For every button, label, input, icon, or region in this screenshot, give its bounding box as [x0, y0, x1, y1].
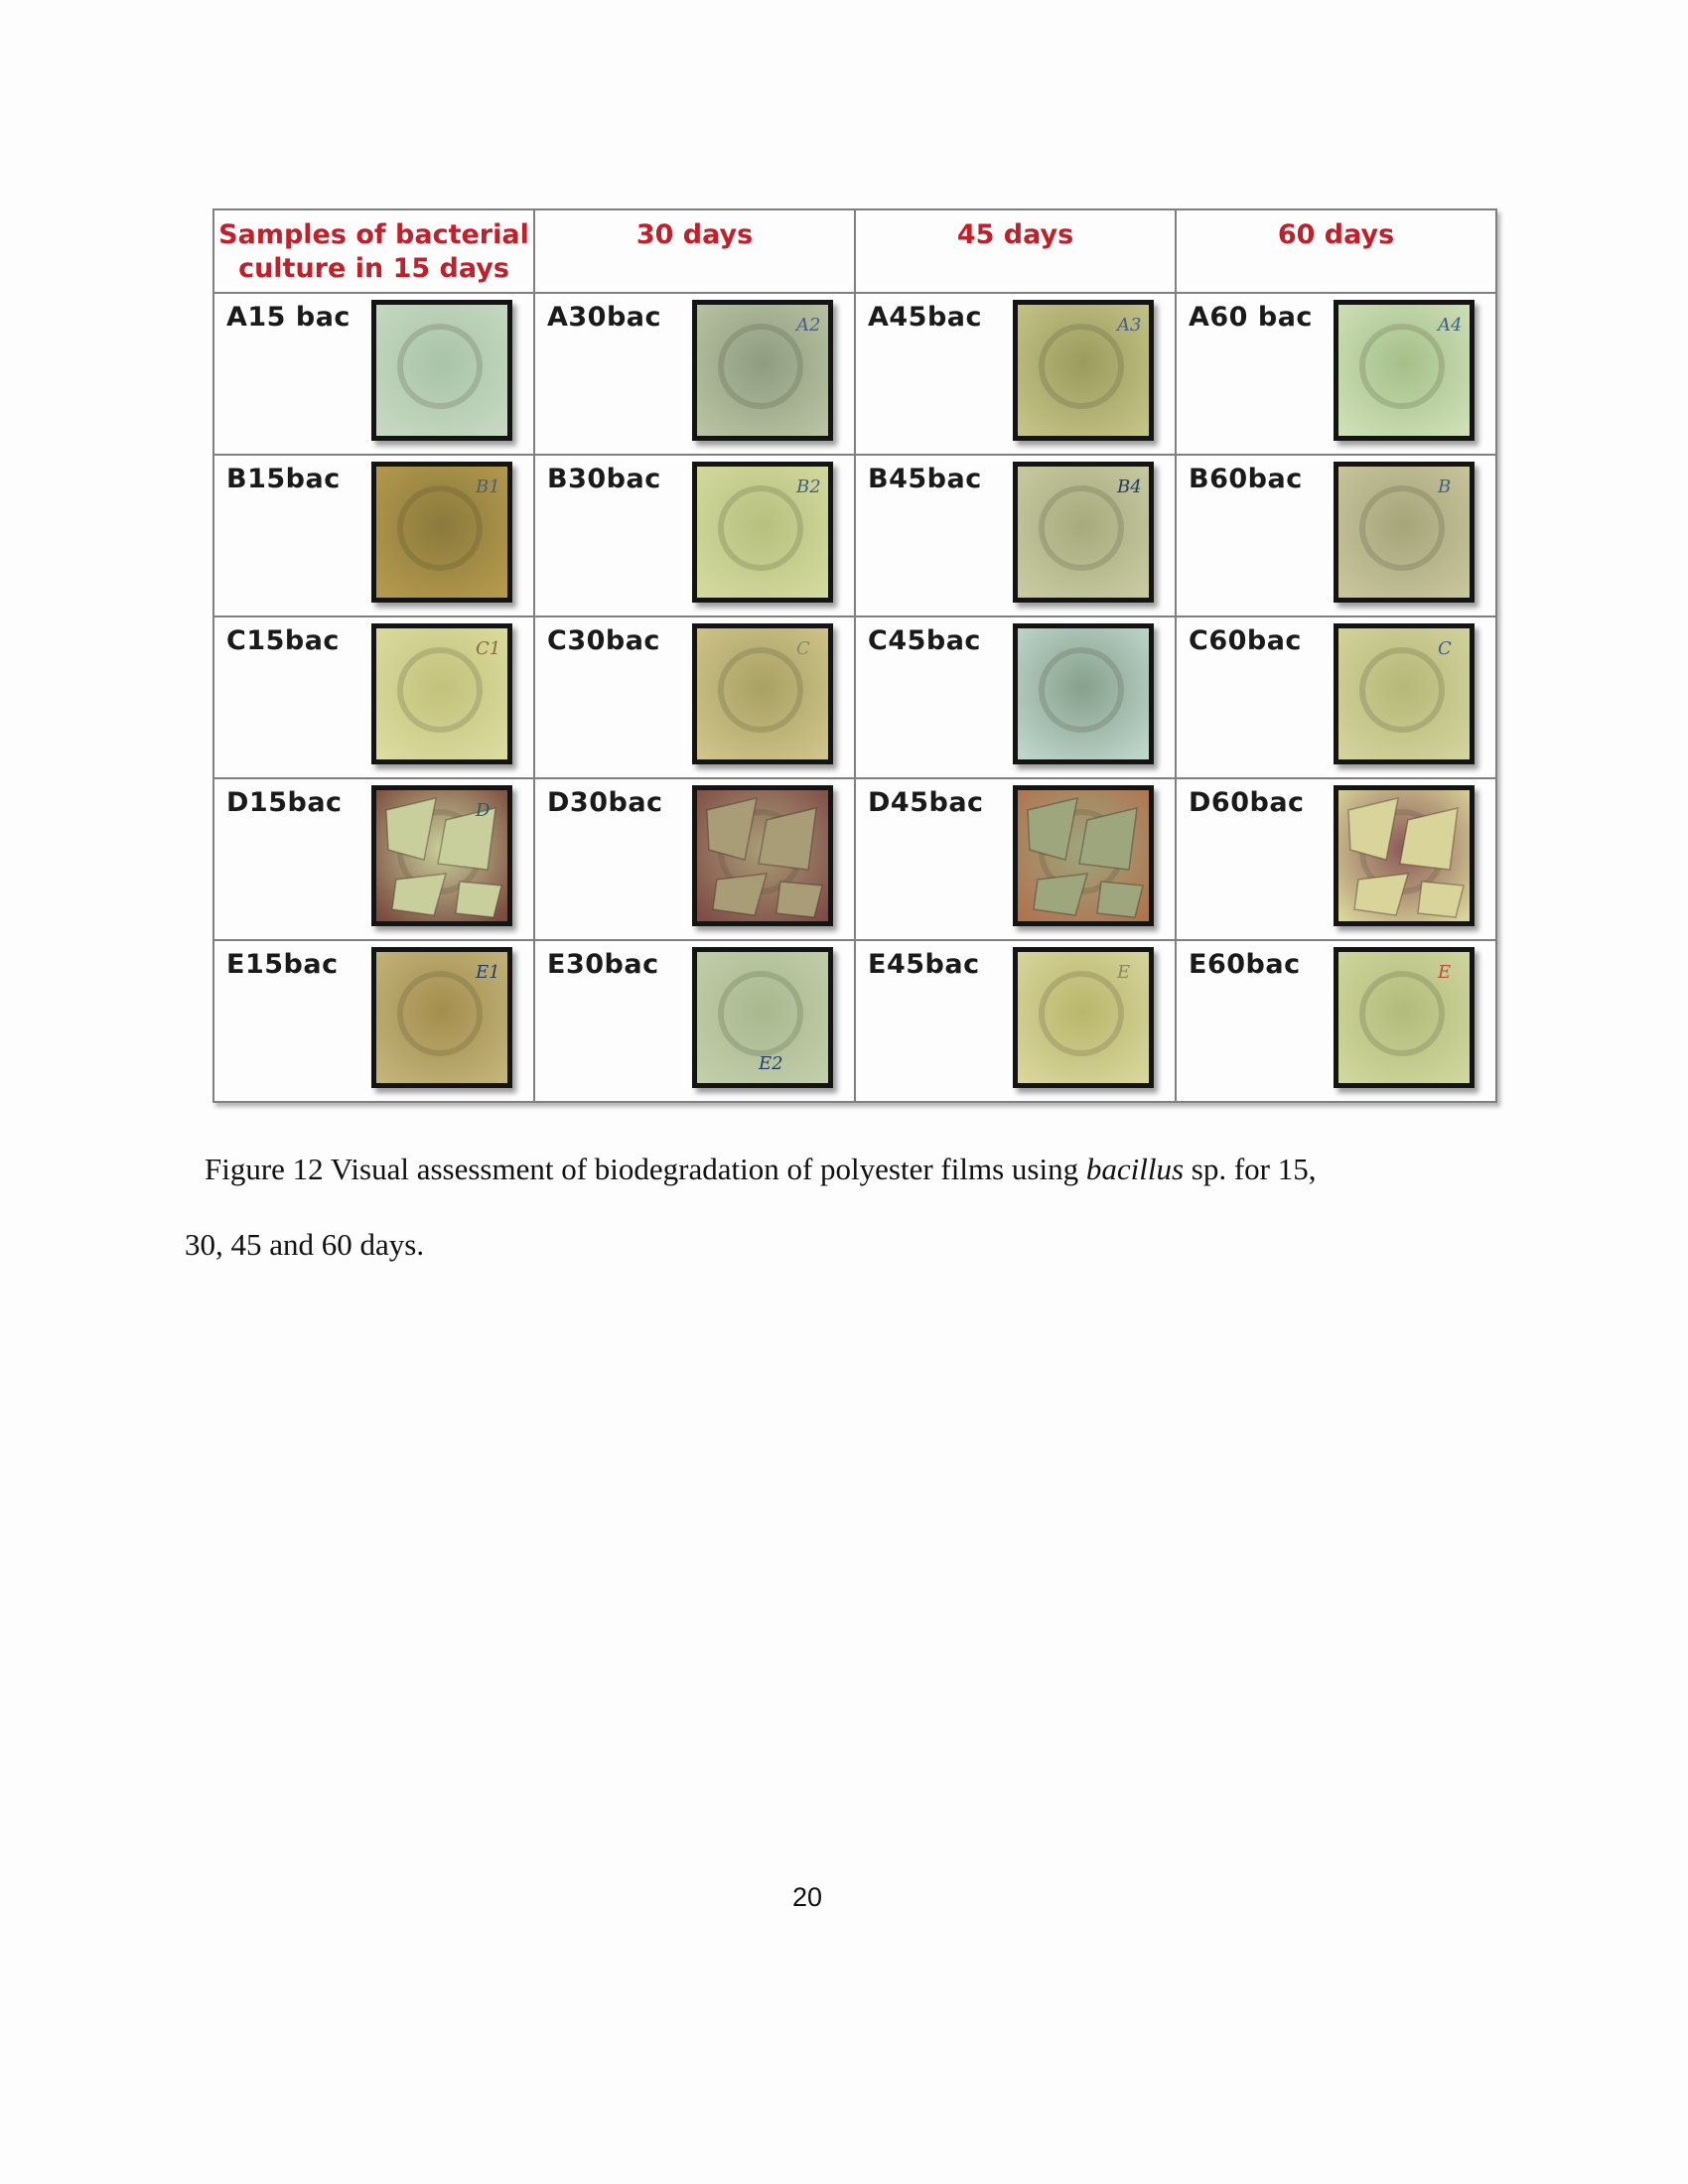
film-photo-graphic — [1338, 628, 1470, 759]
handwritten-mark: E2 — [759, 1053, 783, 1074]
sample-label: B45bac — [868, 464, 982, 494]
film-photo-graphic — [1018, 467, 1149, 598]
sample-label: D30bac — [547, 787, 663, 818]
film-sample-photo — [692, 785, 833, 926]
film-photo-graphic — [697, 467, 828, 598]
sample-cell — [855, 455, 1176, 616]
sample-label: D60bac — [1189, 787, 1305, 818]
handwritten-mark: A3 — [1117, 315, 1142, 336]
film-sample-photo — [371, 947, 512, 1088]
caption-italic-species: bacillus — [1085, 1152, 1185, 1186]
sample-cell — [855, 940, 1176, 1102]
caption-line-2: 30, 45 and 60 days. — [185, 1227, 425, 1262]
handwritten-mark: A4 — [1438, 315, 1463, 336]
handwritten-mark: E — [1117, 962, 1131, 983]
film-sample-photo — [371, 300, 512, 441]
film-sample-photo — [1334, 623, 1475, 764]
film-sample-photo — [692, 623, 833, 764]
film-photo-graphic — [1338, 790, 1470, 921]
sample-cell — [855, 616, 1176, 778]
handwritten-mark: E — [1438, 962, 1452, 983]
handwritten-mark: B — [1438, 477, 1452, 497]
sample-label: B15bac — [226, 464, 341, 494]
sample-cell — [534, 616, 855, 778]
film-sample-photo — [1334, 785, 1475, 926]
film-sample-photo — [1334, 462, 1475, 603]
table-row — [213, 293, 1496, 455]
figure-caption — [185, 1132, 1408, 1283]
film-photo-graphic — [376, 305, 507, 436]
film-photo-graphic — [697, 305, 828, 436]
film-sample-photo — [1013, 623, 1154, 764]
sample-cell — [534, 293, 855, 455]
film-photo-graphic — [1018, 790, 1149, 921]
sample-cell — [213, 778, 534, 940]
film-sample-photo — [1334, 947, 1475, 1088]
sample-label: B60bac — [1189, 464, 1303, 494]
sample-cell — [534, 455, 855, 616]
column-header: Samples of bacterial culture in 15 days — [213, 209, 534, 293]
table-body — [213, 293, 1496, 1102]
sample-label: C30bac — [547, 625, 660, 656]
film-sample-photo — [1013, 300, 1154, 441]
sample-cell — [534, 940, 855, 1102]
page-number: 20 — [791, 1882, 823, 1912]
film-photo-graphic — [697, 628, 828, 759]
caption-text-suffix: sp. for 15, — [1184, 1152, 1317, 1186]
sample-label: A60 bac — [1189, 302, 1313, 333]
film-sample-photo — [692, 300, 833, 441]
handwritten-mark: B2 — [796, 477, 821, 497]
sample-label: A30bac — [547, 302, 662, 333]
sample-label: C45bac — [868, 625, 981, 656]
sample-cell — [855, 778, 1176, 940]
film-sample-photo — [1013, 462, 1154, 603]
table-row — [213, 940, 1496, 1102]
film-photo-graphic — [1018, 628, 1149, 759]
sample-cell — [213, 455, 534, 616]
table-row — [213, 616, 1496, 778]
sample-cell — [534, 778, 855, 940]
film-photo-graphic — [697, 790, 828, 921]
sample-cell — [1176, 616, 1496, 778]
handwritten-mark: B4 — [1117, 477, 1142, 497]
column-header: 45 days — [855, 209, 1176, 293]
film-photo-graphic — [1338, 467, 1470, 598]
sample-label: E60bac — [1189, 949, 1301, 980]
sample-label: E15bac — [226, 949, 339, 980]
sample-cell — [1176, 455, 1496, 616]
sample-cell — [213, 940, 534, 1102]
sample-label: E45bac — [868, 949, 980, 980]
sample-cell — [855, 293, 1176, 455]
film-sample-photo — [692, 462, 833, 603]
sample-cell — [213, 293, 534, 455]
film-photo-graphic — [697, 952, 828, 1083]
sample-cell — [1176, 778, 1496, 940]
caption-text: Figure 12 Visual assessment of biodegradation of polyester films using — [205, 1152, 1086, 1186]
sample-label: E30bac — [547, 949, 659, 980]
film-sample-photo — [1013, 785, 1154, 926]
sample-label: D15bac — [226, 787, 343, 818]
film-photo-graphic — [376, 628, 507, 759]
film-sample-photo — [371, 785, 512, 926]
film-photo-graphic — [376, 790, 507, 921]
sample-cell — [1176, 293, 1496, 455]
film-photo-graphic — [376, 952, 507, 1083]
film-sample-photo — [371, 462, 512, 603]
handwritten-mark: C — [1438, 638, 1452, 659]
sample-label: C60bac — [1189, 625, 1302, 656]
sample-cell — [1176, 940, 1496, 1102]
film-photo-graphic — [1018, 305, 1149, 436]
column-header: 60 days — [1176, 209, 1496, 293]
film-photo-graphic — [1018, 952, 1149, 1083]
film-photo-graphic — [376, 467, 507, 598]
handwritten-mark: A2 — [796, 315, 821, 336]
film-sample-photo — [1334, 300, 1475, 441]
handwritten-mark: E1 — [476, 962, 500, 983]
sample-cell — [213, 616, 534, 778]
sample-label: B30bac — [547, 464, 661, 494]
handwritten-mark: C1 — [476, 638, 501, 659]
table-row — [213, 778, 1496, 940]
figure-table — [212, 208, 1497, 1103]
handwritten-mark: D — [476, 800, 491, 821]
film-sample-photo — [1013, 947, 1154, 1088]
film-sample-photo — [371, 623, 512, 764]
table-row — [213, 455, 1496, 616]
sample-label: C15bac — [226, 625, 340, 656]
handwritten-mark: C — [796, 638, 810, 659]
sample-label: D45bac — [868, 787, 984, 818]
sample-label: A45bac — [868, 302, 983, 333]
film-sample-photo — [692, 947, 833, 1088]
film-photo-graphic — [1338, 952, 1470, 1083]
sample-label: A15 bac — [226, 302, 351, 333]
column-header: 30 days — [534, 209, 855, 293]
film-photo-graphic — [1338, 305, 1470, 436]
header-row — [213, 209, 1496, 293]
handwritten-mark: B1 — [476, 477, 500, 497]
